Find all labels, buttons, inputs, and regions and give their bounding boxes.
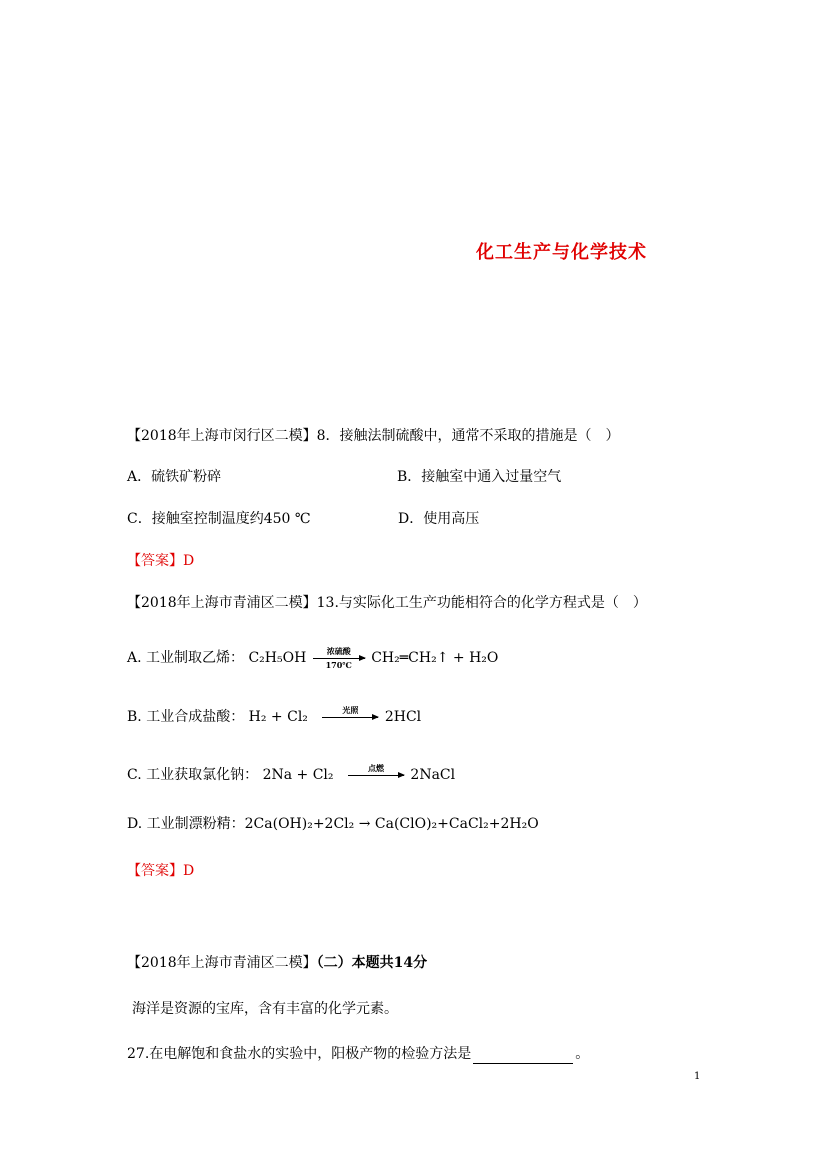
- product: 2HCl: [384, 709, 422, 725]
- option-label: B. 工业合成盐酸：: [127, 709, 245, 725]
- option-b: B．接触室中通入过量空气: [397, 469, 562, 485]
- question-text: 27.在电解饱和食盐水的实验中，阳极产物的检验方法是: [127, 1046, 472, 1062]
- arrow-condition-top: 光照: [342, 704, 359, 715]
- option-d: D．使用高压: [398, 511, 480, 527]
- section-header: [127, 953, 427, 973]
- option-c: C．接触室控制温度约450 ℃: [127, 511, 311, 527]
- equation: 2Ca(OH)₂+2Cl₂ → Ca(ClO)₂+CaCl₂+2H₂O: [244, 816, 539, 832]
- option-a: A．硫铁矿粉碎: [127, 469, 222, 485]
- option-label: D. 工业制漂粉精：: [127, 816, 245, 832]
- reactant: 2Na + Cl₂: [262, 767, 334, 783]
- reactant: C₂H₅OH: [248, 650, 307, 666]
- section-score: （二）本题共14分: [316, 955, 428, 971]
- option-label: C. 工业获取氯化钠：: [127, 767, 259, 783]
- arrow-condition-top: 点燃: [367, 762, 384, 773]
- answer-value: D: [183, 863, 195, 879]
- page-number: 1: [694, 1071, 701, 1082]
- answer-blank[interactable]: [473, 1049, 573, 1064]
- arrow-condition-bottom: 170℃: [325, 659, 352, 670]
- arrow-line: [313, 658, 365, 659]
- reaction-arrow: [322, 704, 378, 718]
- option-b: [127, 704, 422, 727]
- answer: [127, 861, 194, 881]
- answer-label: 【答案】: [127, 863, 183, 879]
- section-source: 【2018年上海市青浦区二模】: [127, 955, 317, 971]
- product: 2NaCl: [410, 767, 456, 783]
- arrow-line: [322, 717, 378, 718]
- question-stem: 【2018年上海市闵行区二模】8．接触法制硫酸中，通常不采取的措施是（ ）: [127, 428, 620, 444]
- option-a: [127, 645, 499, 670]
- reaction-arrow: [348, 762, 404, 776]
- reactant: H₂ + Cl₂: [248, 709, 308, 725]
- product: CH₂═CH₂↑ + H₂O: [371, 650, 499, 666]
- option-d: [127, 814, 539, 834]
- question-stem: 【2018年上海市青浦区二模】13.与实际化工生产功能相符合的化学方程式是（ ）: [127, 595, 647, 611]
- section-intro: 海洋是资源的宝库，含有丰富的化学元素。: [132, 1001, 398, 1017]
- answer: [127, 551, 194, 571]
- question-end: 。: [575, 1046, 590, 1062]
- option-c: [127, 762, 456, 785]
- question-27: [127, 1044, 589, 1064]
- option-label: A. 工业制取乙烯：: [127, 650, 245, 666]
- answer-value: D: [183, 553, 195, 569]
- reaction-arrow: [313, 645, 365, 670]
- arrow-condition-top: 浓硫酸: [326, 645, 351, 656]
- arrow-line: [348, 775, 404, 776]
- document-title: 化工生产与化学技术: [476, 242, 647, 263]
- answer-label: 【答案】: [127, 553, 183, 569]
